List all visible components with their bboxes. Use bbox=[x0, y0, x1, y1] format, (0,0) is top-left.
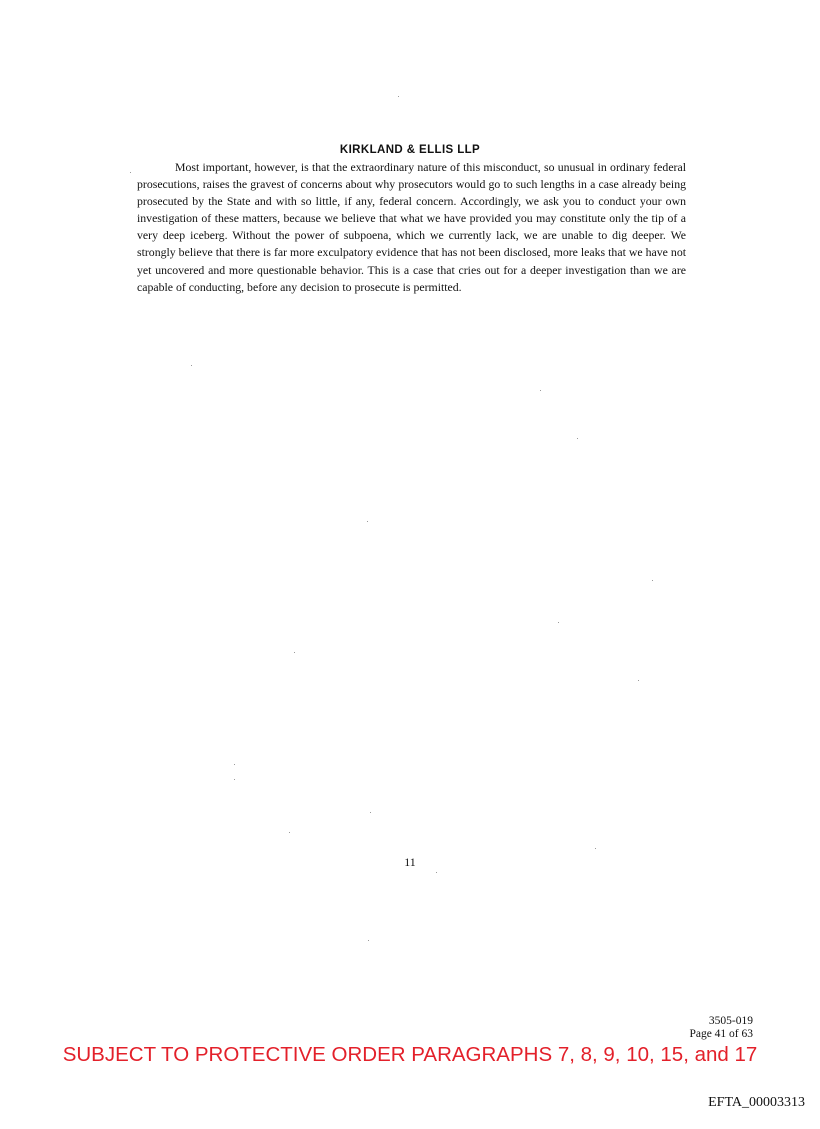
scan-speck bbox=[577, 438, 578, 439]
scan-speck bbox=[595, 848, 596, 849]
scan-speck bbox=[294, 652, 295, 653]
scan-speck bbox=[638, 680, 639, 681]
scan-speck bbox=[367, 521, 368, 522]
body-paragraph: Most important, however, is that the extraordinary nature of this misconduct, so unusual in ordinary federal prosecutions, raises the gravest of concerns about why prosecutors would go to such lengths in a case already being prosecuted by the State and with so little, if any, federal concern. Accordingly, we ask you to conduct your own investigation of these matters, because we believe that what we have provided you may constitute only the tip of a very deep iceberg. Without the power of subpoena, which we currently lack, we are unable to dig deeper. We strongly believe that there is far more exculpatory evidence that has not been disclosed, more leaks that we have not yet uncovered and more questionable behavior. This is a case that cries out for a deeper investigation than we are capable of conducting, before any decision to prosecute is permitted. bbox=[137, 160, 686, 294]
firm-letterhead: KIRKLAND & ELLIS LLP bbox=[339, 144, 481, 156]
scan-speck bbox=[234, 779, 235, 780]
page-number: 11 bbox=[404, 855, 416, 869]
scan-speck bbox=[652, 580, 653, 581]
protective-order-notice: SUBJECT TO PROTECTIVE ORDER PARAGRAPHS 7, 8, 9, 10, 15, and 17 bbox=[62, 1043, 758, 1066]
scan-speck bbox=[398, 96, 399, 97]
scan-speck bbox=[191, 365, 192, 366]
scan-speck bbox=[234, 764, 235, 765]
page-of-count: Page 41 of 63 bbox=[689, 1028, 753, 1040]
exhibit-number: 3505-019 bbox=[708, 1015, 753, 1027]
scan-speck bbox=[130, 172, 131, 173]
scan-speck bbox=[370, 812, 371, 813]
scan-speck bbox=[558, 622, 559, 623]
scan-speck bbox=[368, 940, 369, 941]
bates-number: EFTA_00003313 bbox=[708, 1095, 805, 1110]
exhibit-block bbox=[689, 1015, 753, 1041]
scan-speck bbox=[289, 832, 290, 833]
scan-speck bbox=[540, 390, 541, 391]
scan-speck bbox=[436, 872, 437, 873]
